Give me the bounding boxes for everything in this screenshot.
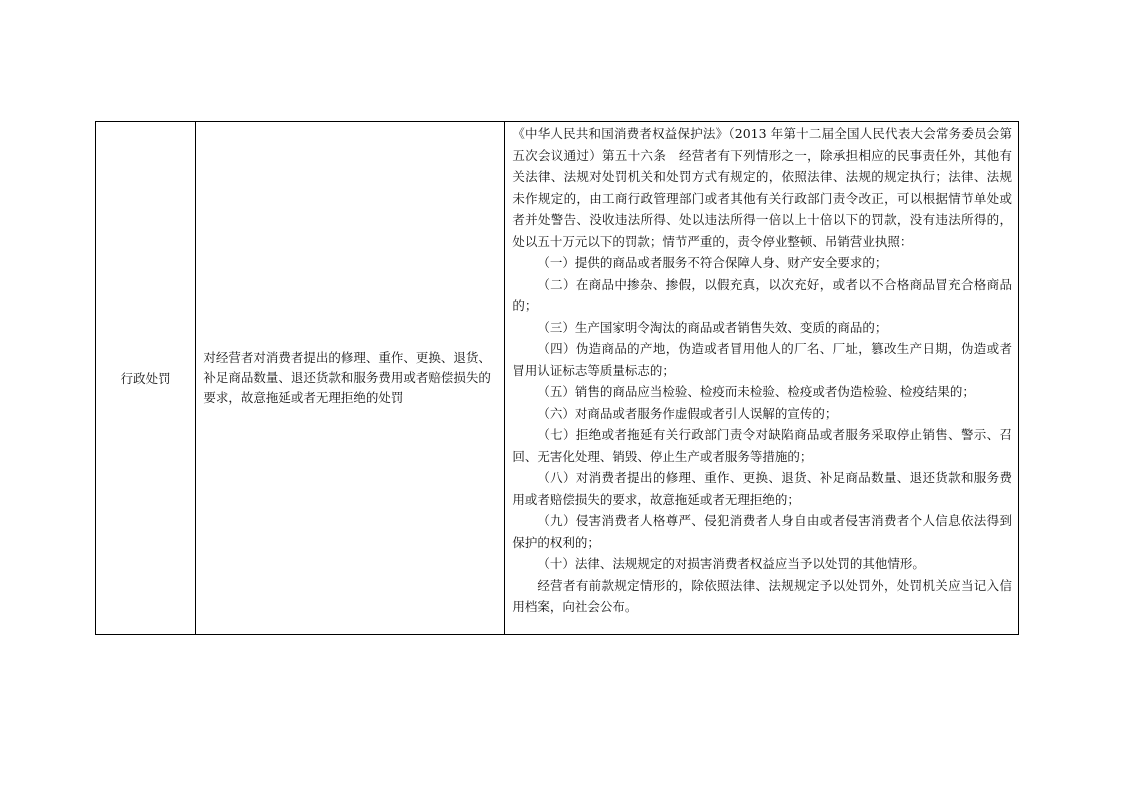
table-row [96,122,1019,635]
law-item-6: （六）对商品或者服务作虚假或者引人误解的宣传的； [537,405,838,421]
law-item-1: （一）提供的商品或者服务不符合保障人身、财产安全要求的； [537,255,888,270]
law-item-10: （十）法律、法规规定的对损害消费者权益应当予以处罚的其他情形。 [537,556,925,571]
law-item-3: （三）生产国家明令淘汰的商品或者销售失效、变质的商品的； [537,319,888,335]
category-cell [96,122,196,635]
law-item-7: （七）拒绝或者拖延有关行政部门责令对缺陷商品或者服务采取停止销售、警示、召回、无害化处理、销毁、停止生产或者服务等措施的； [512,427,1012,464]
category-text: 行政处罚 [120,371,171,386]
law-item-9: （九）侵害消费者人格尊严、侵犯消费者人身自由或者侵害消费者个人信息依法得到保护的权利的； [512,513,1012,550]
law-item-4: （四）伪造商品的产地，伪造或者冒用他人的厂名、厂址，篡改生产日期，伪造或者冒用认证标志等质量标志的； [512,341,1012,378]
penalty-table [95,121,1019,635]
law-closing: 经营者有前款规定情形的，除依照法律、法规规定予以处罚外，处罚机关应当记入信用档案，向社会公布。 [512,577,1012,614]
description-text: 对经营者对消费者提出的修理、重作、更换、退货、补足商品数量、退还货款和服务费用或者赔偿损失的要求，故意拖延或者无理拒绝的处罚 [203,350,491,405]
legal-basis-cell [505,122,1019,635]
description-cell [196,122,505,635]
law-heading: 《中华人民共和国消费者权益保护法》（2013 年第十二届全国人民代表大会常务委员会第五次会议通过）第五十六条 经营者有下列情形之一，除承担相应的民事责任外，其他有关法律、法规对处罚机关和处罚方式有规定的，依照法律、法规的规定执行；法律、法规未作规定的，由工商行政管理部门或者其他有关行政部门责令改正，可以根据情节单处或者并处警告、没收违法所得、处以违法所得一倍以上十倍以下的罚款，没有违法所得的，处以五十万元以下的罚款；情节严重的，责令停业整顿、吊销营业执照： [512,126,1012,249]
law-item-5: （五）销售的商品应当检验、检疫而未检验、检疫或者伪造检验、检疫结果的； [537,384,975,399]
law-item-2: （二）在商品中掺杂、掺假，以假充真，以次充好，或者以不合格商品冒充合格商品的； [512,276,1012,313]
law-item-8: （八）对消费者提出的修理、重作、更换、退货、补足商品数量、退还货款和服务费用或者赔偿损失的要求，故意拖延或者无理拒绝的； [512,470,1012,507]
